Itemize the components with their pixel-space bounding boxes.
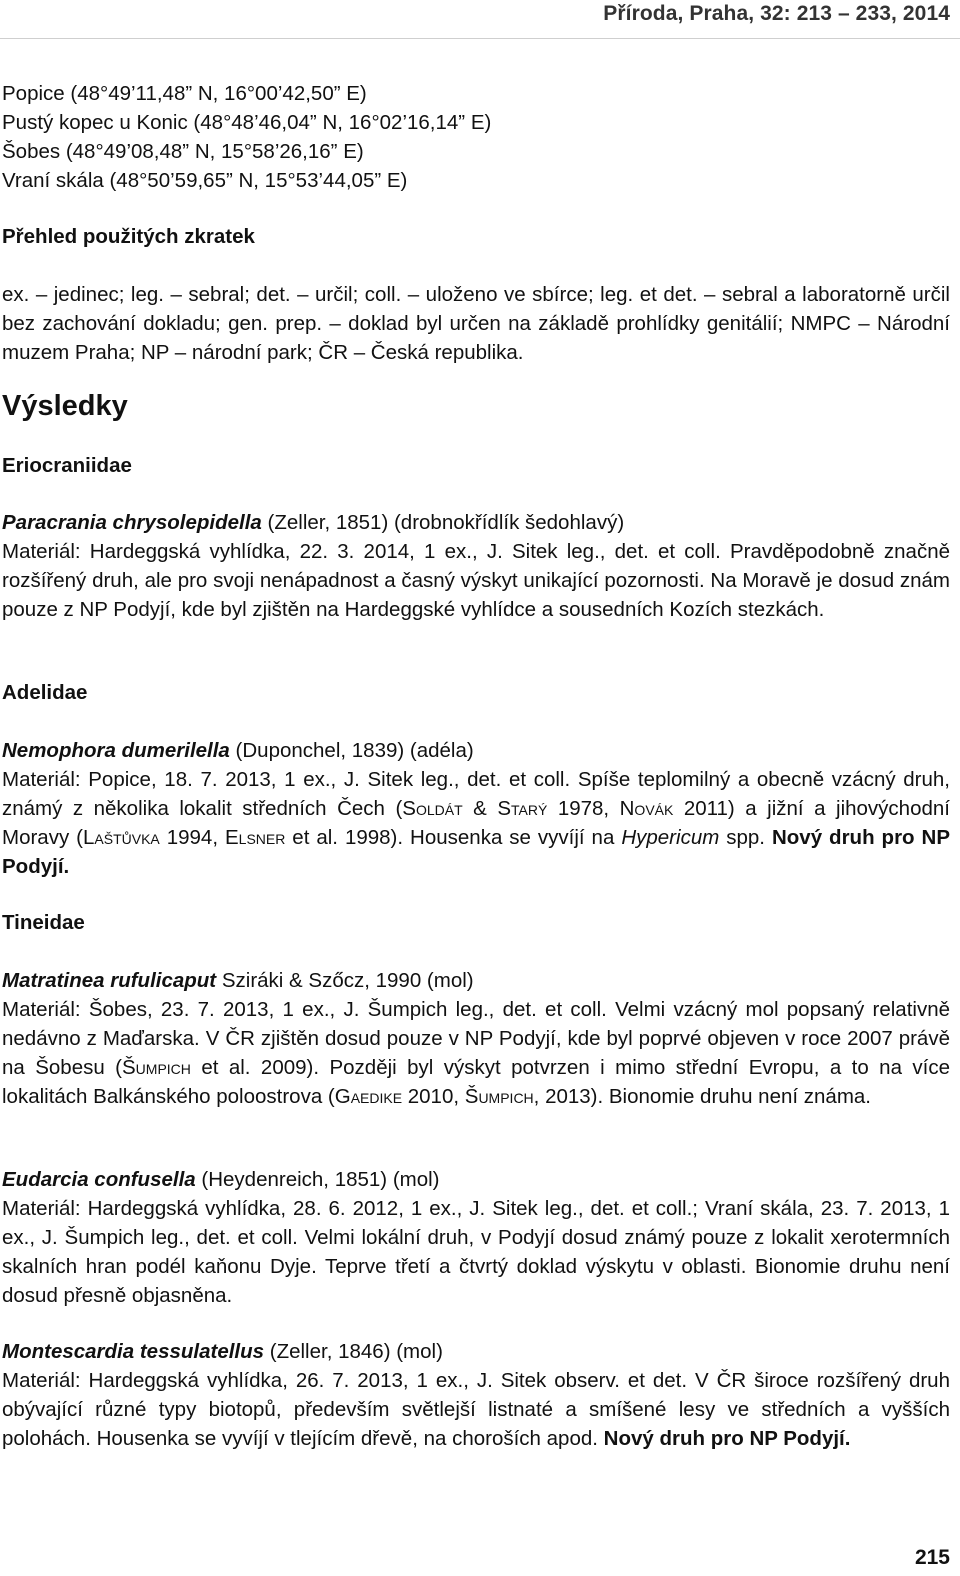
family-heading: Tineidae [2, 911, 85, 934]
localities-list [2, 79, 950, 195]
cited-author: Šumpich [122, 1056, 191, 1079]
abbreviations-heading [2, 222, 950, 251]
species-author: (Duponchel, 1839) (adéla) [229, 739, 474, 762]
species-author: Sziráki & Szőcz, 1990 (mol) [216, 969, 474, 992]
species-name: Matratinea rufulicaput [2, 969, 217, 992]
abbreviations-title: Přehled použitých zkratek [2, 225, 255, 248]
species-account: Materiál: Hardeggská vyhlídka, 28. 6. 2012, 1 ex., J. Sitek leg., det. et coll.; Vraní skála, 23. 7. 2013, 1 ex., J. Šumpich leg., det. et coll. Velmi lokální druh, v Podyjí dosud známý pouze z lokalit xerotermních skalních hran podél kaňonu Dyje. Teprve třetí a čtvrtý doklad výskytu v oblasti. Bionomie druhu není dosud přesně objasněna. [2, 1197, 950, 1307]
family-heading: Adelidae [2, 681, 88, 704]
family-eriocraniidae [2, 451, 950, 480]
new-record-note: Nový druh pro NP Podyjí. [2, 826, 951, 878]
species-name: Paracrania chrysolepidella [2, 511, 262, 534]
results-section [2, 386, 950, 426]
species-heading-line [2, 966, 950, 995]
page-number: 215 [914, 1546, 950, 1569]
species-name: Montescardia tessulatellus [2, 1340, 265, 1363]
family-tineidae [2, 908, 950, 937]
cited-author: Laštůvka [83, 826, 160, 849]
host-plant-genus: Hypericum [621, 826, 720, 849]
species-name: Eudarcia confusella [2, 1168, 196, 1191]
cited-author: Gaedike [334, 1085, 403, 1108]
species-heading-line [2, 1337, 950, 1366]
header-rule [0, 38, 960, 39]
species-author: (Zeller, 1846) (mol) [264, 1340, 443, 1363]
locality-sobes: Šobes (48°49’08,48” N, 15°58’26,16” E) [2, 140, 364, 163]
family-heading: Eriocraniidae [2, 454, 132, 477]
cited-author: Elsner [224, 826, 286, 849]
species-heading-line [2, 736, 950, 765]
new-record-note: Nový druh pro NP Podyjí. [603, 1427, 851, 1450]
locality-popice: Popice (48°49’11,48” N, 16°00’42,50” E) [2, 82, 367, 105]
cited-author: Novák [619, 797, 674, 820]
species-account: Materiál: Hardeggská vyhlídka, 22. 3. 2014, 1 ex., J. Sitek leg., det. et coll. Pravděpodobně značně rozšířený druh, ale pro svoji nenápadnost a časný výskyt unikající pozornosti. Na Moravě je dosud znám pouze z NP Podyjí, kde byl zjištěn na Hardeggské vyhlídce a sousedních Kozích stezkách. [2, 540, 950, 621]
cited-author: Starý [497, 797, 548, 820]
abbreviations-block [2, 280, 950, 367]
species-author: (Heydenreich, 1851) (mol) [195, 1168, 440, 1191]
cited-author: Soldát [402, 797, 463, 820]
species-eudarcia [2, 1165, 950, 1310]
species-montescardia [2, 1337, 950, 1453]
family-adelidae [2, 678, 950, 707]
species-account: Materiál: Šobes, 23. 7. 2013, 1 ex., J. Šumpich leg., det. et coll. Velmi vzácný mol popsaný relativně nedávno z Maďarska. V ČR zjištěn dosud pouze v NP Podyjí, kde byl poprvé objeven v roce 2007 právě na Šobesu (Šumpich et al. 2009). Později byl výskyt potvrzen i mimo střední Evropu, a to na více lokalitách Balkánského poloostrova (Gaedike 2010, Šumpich, 2013). Bionomie druhu není známa. [2, 998, 950, 1108]
species-heading-line [2, 1165, 950, 1194]
species-matratinea [2, 966, 950, 1111]
species-heading-line [2, 508, 950, 537]
results-heading: Výsledky [2, 390, 128, 422]
species-nemophora [2, 736, 950, 881]
locality-vrani-skala: Vraní skála (48°50’59,65” N, 15°53’44,05” E) [2, 169, 408, 192]
running-head: Příroda, Praha, 32: 213 – 233, 2014 [603, 2, 950, 25]
species-author: (Zeller, 1851) (drobnokřídlík šedohlavý) [261, 511, 625, 534]
species-name: Nemophora dumerilella [2, 739, 230, 762]
species-paracrania [2, 508, 950, 624]
cited-author: Šumpich [464, 1085, 534, 1108]
species-account: Materiál: Popice, 18. 7. 2013, 1 ex., J. Sitek leg., det. et coll. Spíše teplomilný a obecně vzácný druh, známý z několika lokalit středních Čech (Soldát & Starý 1978, Novák 2011) a jižní a jihovýchodní Moravy (Laštůvka 1994, Elsner et al. 1998). Housenka se vyvíjí na Hypericum spp. Nový druh pro NP Podyjí. [2, 768, 951, 878]
species-account: Materiál: Hardeggská vyhlídka, 26. 7. 2013, 1 ex., J. Sitek observ. et det. V ČR široce rozšířený druh obývající různé typy biotopů, především světlejší listnaté a smíšené lesy ve středních a vyšších polohách. Housenka se vyvíjí v tlejícím dřevě, na choroších apod. Nový druh pro NP Podyjí. [2, 1369, 950, 1450]
locality-pusty-kopec: Pustý kopec u Konic (48°48’46,04” N, 16°02’16,14” E) [2, 111, 492, 134]
abbreviations-text: ex. – jedinec; leg. – sebral; det. – určil; coll. – uloženo ve sbírce; leg. et det. – sebral a laboratorně určil bez zachování dokladu; gen. prep. – doklad byl určen na základě prohlídky genitálií; NMPC – Národní muzem Praha; NP – národní park; ČR – Česká republika. [2, 283, 950, 364]
